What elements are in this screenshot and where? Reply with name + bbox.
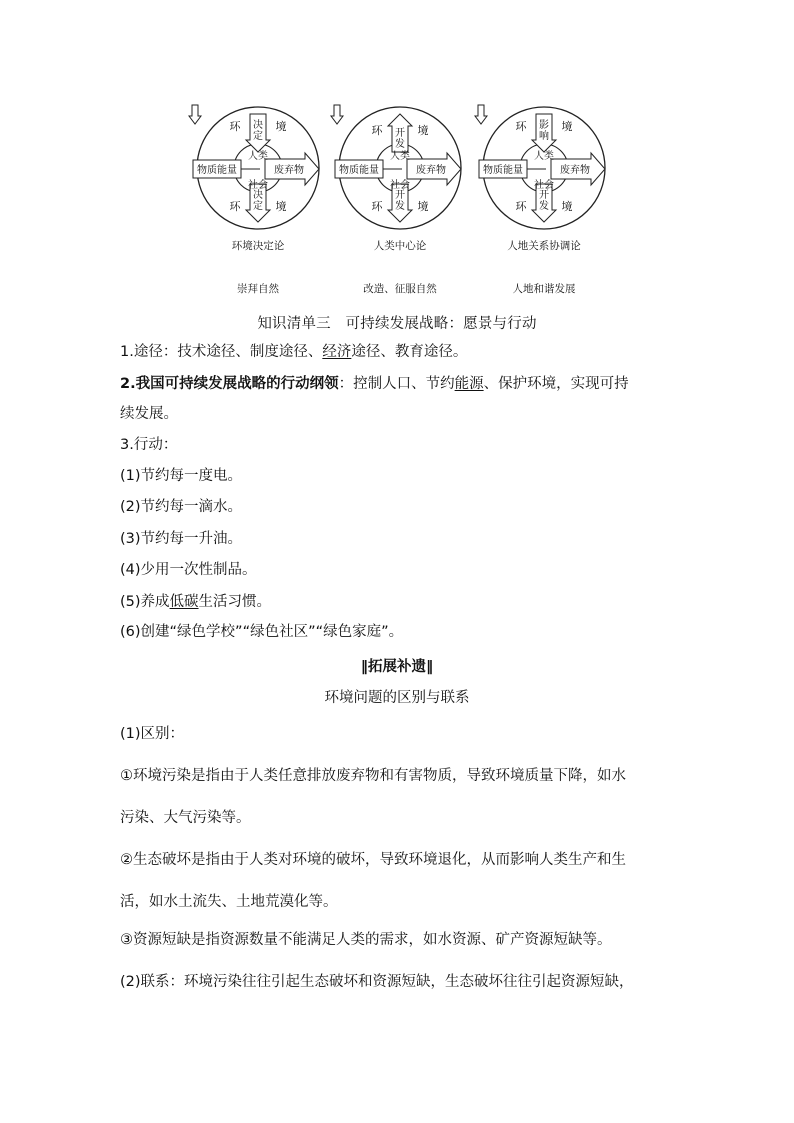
human-label: 人类 <box>534 151 554 162</box>
diagram-result: 改造、征服自然 <box>363 283 437 295</box>
action-text: 节约每一度电。 <box>140 468 243 484</box>
bottom-left-label: 环 <box>515 200 527 213</box>
diff-label: (1)区别： <box>120 726 185 742</box>
top-left-label: 环 <box>371 124 383 137</box>
extension-badge-label: 拓展补遗 <box>368 659 426 675</box>
diff-paragraph-1-line-2: 污染、大气污染等。 <box>120 810 251 826</box>
society-label: 社会 <box>248 180 268 191</box>
bottom-left-label: 环 <box>229 200 241 213</box>
bottom-arrow-char-2: 发 <box>539 201 549 212</box>
item-action-program <box>120 374 629 394</box>
action-number: (5) <box>120 594 141 610</box>
action-text-post: 生活习惯。 <box>198 594 272 610</box>
diagram-anthropocentrism <box>330 104 470 304</box>
section-title: 知识清单三 可持续发展战略：愿景与行动 <box>257 316 537 332</box>
top-arrow-char-1: 决 <box>253 120 263 131</box>
diff-paragraph-1-line-1: ①环境污染是指由于人类任意排放废弃物和有害物质，导致环境质量下降，如水 <box>120 768 626 784</box>
bottom-right-label: 境 <box>561 200 573 213</box>
top-arrow-char-2: 响 <box>539 131 549 142</box>
action-item <box>120 529 242 549</box>
bottom-left-label: 环 <box>371 200 383 213</box>
diagram-caption: 人地关系协调论 <box>507 240 581 252</box>
item-approaches-underlined: 经济 <box>322 344 352 360</box>
action-item <box>120 497 242 517</box>
top-right-label: 境 <box>275 120 287 133</box>
top-left-label: 环 <box>515 120 527 133</box>
item-action-program-underlined: 能源 <box>454 376 484 392</box>
action-number: (4) <box>120 562 141 578</box>
action-item <box>120 466 242 486</box>
top-arrow-char-2: 定 <box>253 131 263 142</box>
action-text-underlined: 低碳 <box>169 594 199 610</box>
action-text: 节约每一升油。 <box>140 531 243 547</box>
cycle-diagram <box>474 104 614 234</box>
item-actions-label: 3.行动： <box>120 437 178 453</box>
right-box-label: 废弃物 <box>274 165 304 176</box>
top-arrow-char-1: 影 <box>539 120 549 131</box>
bottom-right-label: 境 <box>275 200 287 213</box>
bottom-arrow-char-1: 决 <box>253 190 263 201</box>
right-box-label: 废弃物 <box>416 165 446 176</box>
diagram-result: 人地和谐发展 <box>512 283 576 295</box>
society-label: 社会 <box>534 180 554 191</box>
diagram-harmony-theory <box>474 104 614 304</box>
society-label: 社会 <box>390 180 410 191</box>
link-paragraph: (2)联系：环境污染往往引起生态破坏和资源短缺，生态破坏往往引起资源短缺， <box>120 974 634 990</box>
bottom-arrow-char-1: 开 <box>395 190 405 201</box>
action-number: (3) <box>120 531 141 547</box>
diff-paragraph-2-line-2: 活，如水土流失、土地荒漠化等。 <box>120 894 338 910</box>
badge-right-bar: ‖ <box>426 659 434 675</box>
bottom-arrow-char-1: 开 <box>539 190 549 201</box>
bottom-right-label: 境 <box>417 200 429 213</box>
action-text: 创建“绿色学校”“绿色社区”“绿色家庭”。 <box>140 624 404 640</box>
action-number: (2) <box>120 499 141 515</box>
cycle-diagram <box>330 104 470 234</box>
item-approaches-suffix: 途径、教育途径。 <box>351 344 468 360</box>
item-approaches <box>120 342 467 362</box>
item-action-program-bold: 2.我国可持续发展战略的行动纲领 <box>120 376 339 392</box>
top-right-label: 境 <box>561 120 573 133</box>
top-arrow-char-1: 开 <box>395 128 405 139</box>
top-left-label: 环 <box>229 120 241 133</box>
extension-title: 环境问题的区别与联系 <box>324 690 470 706</box>
action-number: (6) <box>120 624 141 640</box>
action-number: (1) <box>120 468 141 484</box>
right-box-label: 废弃物 <box>560 165 590 176</box>
bottom-arrow-char-2: 发 <box>395 201 405 212</box>
item-action-program-text2: 、保护环境，实现可持 <box>483 376 629 392</box>
cycle-diagram <box>188 104 328 234</box>
action-text-pre: 养成 <box>140 594 170 610</box>
top-arrow-char-2: 发 <box>395 139 405 150</box>
bottom-arrow-char-2: 定 <box>253 201 263 212</box>
left-box-label: 物质能量 <box>197 165 237 176</box>
action-item <box>120 560 257 580</box>
diff-paragraph-2-line-1: ②生态破坏是指由于人类对环境的破坏，导致环境退化，从而影响人类生产和生 <box>120 852 626 868</box>
human-label: 人类 <box>390 151 410 162</box>
left-box-label: 物质能量 <box>483 165 523 176</box>
item-action-program-line2: 续发展。 <box>120 406 178 422</box>
down-arrow-icon <box>474 104 488 126</box>
down-arrow-icon <box>330 104 344 126</box>
action-text: 少用一次性制品。 <box>140 562 257 578</box>
left-box-label: 物质能量 <box>339 165 379 176</box>
diagram-result: 崇拜自然 <box>237 283 279 295</box>
action-text: 节约每一滴水。 <box>140 499 243 515</box>
down-arrow-icon <box>188 104 202 126</box>
diagram-caption: 人类中心论 <box>373 240 427 252</box>
diagram-caption: 环境决定论 <box>231 240 285 252</box>
diff-paragraph-3: ③资源短缺是指资源数量不能满足人类的需求，如水资源、矿产资源短缺等。 <box>120 932 612 948</box>
item-approaches-prefix: 1.途径：技术途径、制度途径、 <box>120 344 323 360</box>
action-item <box>120 622 403 642</box>
item-action-program-text1: ：控制人口、节约 <box>338 376 455 392</box>
action-item <box>120 592 271 612</box>
diagram-environmental-determinism <box>188 104 328 304</box>
badge-left-bar: ‖ <box>360 659 368 675</box>
top-right-label: 境 <box>417 124 429 137</box>
extension-badge <box>0 655 794 676</box>
human-label: 人类 <box>248 151 268 162</box>
